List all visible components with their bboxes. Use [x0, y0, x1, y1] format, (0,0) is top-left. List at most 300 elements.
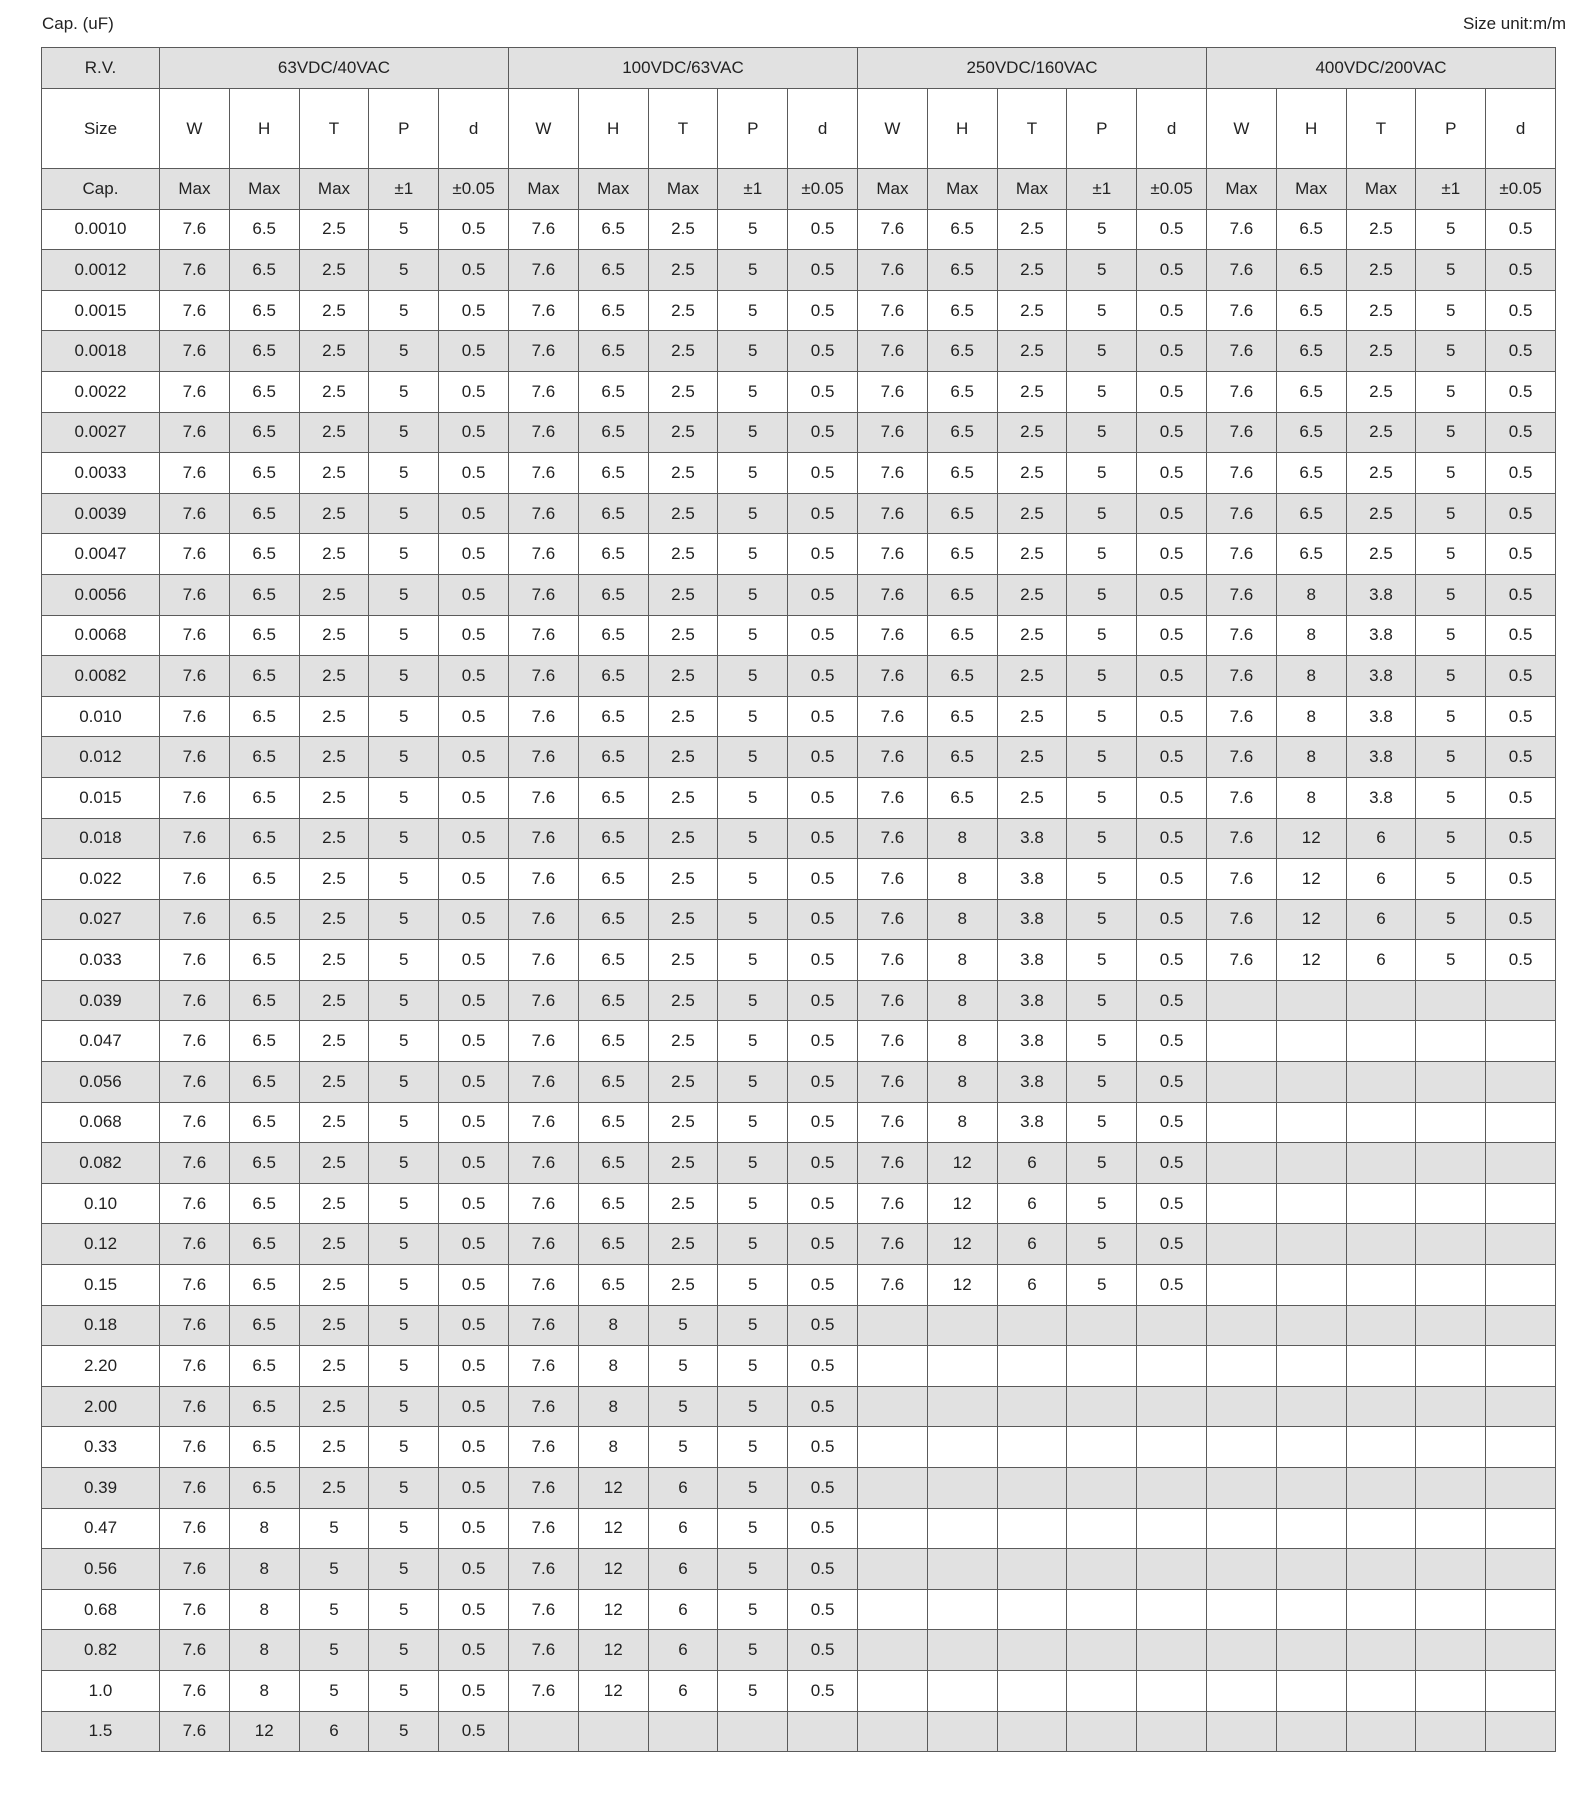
dimension-header-cell: d [439, 89, 509, 169]
table-row [42, 656, 1556, 697]
dimension-value-cell: 7.6 [509, 859, 579, 900]
dimension-value-cell: 5 [1416, 574, 1486, 615]
dimension-value-cell: 7.6 [160, 1711, 230, 1752]
dimension-value-cell [1067, 1630, 1137, 1671]
dimension-value-cell: 7.6 [858, 574, 928, 615]
dimension-value-cell: 5 [369, 209, 439, 250]
voltage-header: 400VDC/200VAC [1207, 48, 1556, 89]
dimension-value-cell: 5 [1416, 534, 1486, 575]
dimension-value-cell: 5 [718, 1508, 788, 1549]
dimension-value-cell: 12 [578, 1630, 648, 1671]
dimension-value-cell: 6.5 [229, 737, 299, 778]
tolerance-header-cell: ±1 [369, 169, 439, 210]
dimension-header-cell: d [1486, 89, 1556, 169]
dimension-value-cell [1276, 1468, 1346, 1509]
dimension-value-cell: 5 [369, 1021, 439, 1062]
capacitance-cell: 0.0015 [42, 290, 160, 331]
dimension-value-cell: 8 [229, 1670, 299, 1711]
dimension-value-cell: 5 [1067, 696, 1137, 737]
dimension-value-cell: 6 [648, 1508, 718, 1549]
dimension-value-cell: 0.5 [788, 1427, 858, 1468]
voltage-header: 63VDC/40VAC [160, 48, 509, 89]
dimension-value-cell: 5 [718, 331, 788, 372]
tolerance-header-row [42, 169, 1556, 210]
dimension-value-cell: 8 [229, 1508, 299, 1549]
dimension-header-cell: d [1137, 89, 1207, 169]
dimension-value-cell: 0.5 [1486, 453, 1556, 494]
dimension-value-cell: 7.6 [858, 1021, 928, 1062]
dimension-value-cell: 0.5 [1486, 534, 1556, 575]
dimension-value-cell [1346, 1305, 1416, 1346]
dimension-value-cell [1346, 1427, 1416, 1468]
dimension-value-cell: 2.5 [648, 940, 718, 981]
dimension-value-cell: 5 [718, 899, 788, 940]
dimension-value-cell: 7.6 [160, 859, 230, 900]
dimension-value-cell: 0.5 [788, 493, 858, 534]
dimension-value-cell [648, 1711, 718, 1752]
dimension-value-cell: 7.6 [1207, 859, 1277, 900]
dimension-value-cell [1067, 1711, 1137, 1752]
dimension-value-cell: 6.5 [927, 453, 997, 494]
dimension-value-cell: 7.6 [160, 1062, 230, 1103]
dimension-value-cell: 6.5 [229, 371, 299, 412]
dimension-value-cell: 8 [578, 1427, 648, 1468]
dimension-value-cell: 5 [369, 453, 439, 494]
dimension-value-cell [1276, 1305, 1346, 1346]
dimension-value-cell: 0.5 [439, 1305, 509, 1346]
dimension-value-cell: 5 [369, 290, 439, 331]
dimension-value-cell: 5 [718, 859, 788, 900]
dimension-value-cell: 0.5 [439, 818, 509, 859]
dimension-value-cell: 2.5 [299, 1386, 369, 1427]
dimension-value-cell: 5 [718, 574, 788, 615]
dimension-value-cell: 6.5 [1276, 290, 1346, 331]
dimension-value-cell: 7.6 [1207, 574, 1277, 615]
dimension-value-cell: 5 [369, 859, 439, 900]
tolerance-header-cell: Max [927, 169, 997, 210]
dimension-value-cell [1486, 1589, 1556, 1630]
dimension-value-cell: 5 [648, 1346, 718, 1387]
table-row [42, 453, 1556, 494]
dimension-value-cell: 0.5 [439, 615, 509, 656]
dimension-value-cell: 5 [1067, 1265, 1137, 1306]
capacitance-unit-caption: Cap. (uF) [42, 14, 114, 33]
dimension-value-cell: 5 [1416, 777, 1486, 818]
dimension-value-cell: 2.5 [299, 493, 369, 534]
dimension-value-cell: 6.5 [229, 940, 299, 981]
dimension-value-cell: 6.5 [229, 290, 299, 331]
dimension-value-cell [1346, 1183, 1416, 1224]
dimension-value-cell: 7.6 [160, 656, 230, 697]
dimension-value-cell: 7.6 [160, 1305, 230, 1346]
dimension-value-cell: 6 [648, 1589, 718, 1630]
capacitance-cell: 0.039 [42, 980, 160, 1021]
dimension-value-cell: 3.8 [997, 980, 1067, 1021]
dimension-value-cell: 6.5 [1276, 412, 1346, 453]
dimension-value-cell: 6.5 [578, 1265, 648, 1306]
dimension-value-cell: 5 [1067, 899, 1137, 940]
dimension-value-cell: 12 [578, 1508, 648, 1549]
dimension-value-cell: 5 [718, 1102, 788, 1143]
dimension-value-cell: 5 [369, 777, 439, 818]
dimension-value-cell [927, 1549, 997, 1590]
dimension-value-cell: 2.5 [1346, 534, 1416, 575]
table-row [42, 859, 1556, 900]
dimension-value-cell: 0.5 [1137, 412, 1207, 453]
dimension-value-cell: 7.6 [509, 980, 579, 1021]
dimension-value-cell: 5 [1067, 818, 1137, 859]
dimension-value-cell: 0.5 [1137, 453, 1207, 494]
dimension-value-cell: 5 [718, 290, 788, 331]
dimension-value-cell: 0.5 [439, 899, 509, 940]
dimension-value-cell: 5 [718, 1468, 788, 1509]
dimension-value-cell: 8 [229, 1589, 299, 1630]
dimension-value-cell: 6.5 [229, 656, 299, 697]
dimension-value-cell: 7.6 [160, 209, 230, 250]
dimension-value-cell: 0.5 [788, 1346, 858, 1387]
dimension-value-cell: 2.5 [648, 534, 718, 575]
dimension-value-cell: 2.5 [648, 574, 718, 615]
dimension-value-cell: 6.5 [578, 615, 648, 656]
dimension-value-cell: 6 [648, 1549, 718, 1590]
dimension-value-cell: 8 [1276, 574, 1346, 615]
dimension-value-cell: 2.5 [997, 453, 1067, 494]
dimension-value-cell: 7.6 [160, 696, 230, 737]
dimension-value-cell: 8 [927, 818, 997, 859]
dimension-value-cell: 5 [369, 1224, 439, 1265]
dimension-value-cell: 2.5 [299, 412, 369, 453]
dimension-value-cell [1486, 1670, 1556, 1711]
dimension-value-cell [1276, 1589, 1346, 1630]
dimension-value-cell: 6.5 [229, 1427, 299, 1468]
dimension-value-cell: 7.6 [858, 899, 928, 940]
dimension-value-cell: 3.8 [1346, 615, 1416, 656]
dimension-value-cell: 5 [369, 1549, 439, 1590]
dimension-value-cell [1207, 1711, 1277, 1752]
dimension-value-cell: 6.5 [927, 250, 997, 291]
dimension-value-cell: 5 [369, 615, 439, 656]
dimension-value-cell [1486, 1062, 1556, 1103]
dimension-value-cell: 6.5 [578, 777, 648, 818]
dimension-value-cell [1486, 1102, 1556, 1143]
dimension-value-cell [1276, 1102, 1346, 1143]
dimension-value-cell: 5 [1067, 859, 1137, 900]
dimension-value-cell: 2.5 [648, 290, 718, 331]
dimension-value-cell: 6.5 [578, 1062, 648, 1103]
dimension-header-cell: W [509, 89, 579, 169]
dimension-value-cell: 2.5 [299, 534, 369, 575]
dimension-value-cell: 2.5 [1346, 331, 1416, 372]
dimension-value-cell [997, 1427, 1067, 1468]
dimension-value-cell: 0.5 [788, 209, 858, 250]
dimension-value-cell: 5 [369, 1305, 439, 1346]
dimension-value-cell [1276, 1265, 1346, 1306]
dimension-value-cell: 2.5 [299, 250, 369, 291]
dimension-value-cell: 5 [1416, 331, 1486, 372]
dimension-value-cell [1276, 1062, 1346, 1103]
dimension-value-cell [1276, 1143, 1346, 1184]
dimension-value-cell: 2.5 [299, 940, 369, 981]
dimension-value-cell: 7.6 [160, 1021, 230, 1062]
dimension-value-cell: 0.5 [439, 331, 509, 372]
dimension-value-cell [997, 1670, 1067, 1711]
dimension-value-cell [1137, 1589, 1207, 1630]
dimension-value-cell [1067, 1427, 1137, 1468]
dimension-value-cell: 8 [578, 1305, 648, 1346]
dimension-value-cell: 6.5 [578, 534, 648, 575]
dimension-value-cell: 0.5 [1137, 534, 1207, 575]
dimension-value-cell: 0.5 [1486, 290, 1556, 331]
dimension-value-cell [1067, 1305, 1137, 1346]
dimension-value-cell: 5 [1067, 777, 1137, 818]
dimension-value-cell: 6.5 [927, 777, 997, 818]
dimension-value-cell: 6.5 [229, 1305, 299, 1346]
dimension-value-cell: 6.5 [229, 899, 299, 940]
dimension-value-cell [1067, 1508, 1137, 1549]
dimension-value-cell [1137, 1508, 1207, 1549]
dimension-value-cell: 7.6 [509, 1386, 579, 1427]
dimension-value-cell: 5 [369, 1346, 439, 1387]
dimension-value-cell [1416, 1589, 1486, 1630]
dimension-value-cell: 2.5 [997, 737, 1067, 778]
dimension-value-cell: 7.6 [509, 615, 579, 656]
dimension-value-cell: 5 [718, 1265, 788, 1306]
table-row [42, 1386, 1556, 1427]
dimension-value-cell [1486, 1021, 1556, 1062]
dimension-value-cell: 6 [997, 1224, 1067, 1265]
cap-label: Cap. [42, 169, 160, 210]
dimension-value-cell: 5 [369, 1589, 439, 1630]
dimension-value-cell: 2.5 [299, 737, 369, 778]
dimension-value-cell [718, 1711, 788, 1752]
dimension-value-cell: 0.5 [1137, 696, 1207, 737]
dimension-value-cell: 6.5 [1276, 209, 1346, 250]
dimension-value-cell: 7.6 [858, 534, 928, 575]
dimension-value-cell: 12 [1276, 859, 1346, 900]
dimension-value-cell: 6.5 [578, 1143, 648, 1184]
dimension-value-cell: 6.5 [578, 818, 648, 859]
dimension-value-cell: 0.5 [788, 696, 858, 737]
dimension-value-cell: 5 [369, 899, 439, 940]
dimension-value-cell [1207, 980, 1277, 1021]
dimension-header-cell: T [997, 89, 1067, 169]
capacitance-cell: 0.0082 [42, 656, 160, 697]
dimension-value-cell: 0.5 [788, 1630, 858, 1671]
dimension-value-cell: 2.5 [648, 656, 718, 697]
dimension-value-cell: 2.5 [299, 1468, 369, 1509]
dimension-value-cell: 7.6 [858, 940, 928, 981]
dimension-value-cell: 7.6 [509, 696, 579, 737]
dimension-value-cell: 6 [1346, 899, 1416, 940]
dimension-value-cell [1486, 980, 1556, 1021]
capacitance-cell: 0.47 [42, 1508, 160, 1549]
dimension-value-cell: 8 [578, 1386, 648, 1427]
dimension-value-cell: 0.5 [439, 453, 509, 494]
dimension-value-cell [927, 1468, 997, 1509]
dimension-value-cell: 0.5 [439, 656, 509, 697]
dimension-value-cell: 5 [1067, 1102, 1137, 1143]
dimension-value-cell: 5 [369, 1630, 439, 1671]
dimension-value-cell [927, 1589, 997, 1630]
dimension-value-cell: 0.5 [439, 1468, 509, 1509]
dimension-value-cell: 6.5 [229, 1224, 299, 1265]
dimension-value-cell: 0.5 [1486, 656, 1556, 697]
capacitance-cell: 0.033 [42, 940, 160, 981]
dimension-value-cell: 0.5 [1486, 696, 1556, 737]
dimension-value-cell [858, 1346, 928, 1387]
dimension-value-cell: 0.5 [439, 1630, 509, 1671]
dimension-value-cell: 5 [718, 1670, 788, 1711]
dimension-value-cell: 0.5 [1486, 250, 1556, 291]
dimension-value-cell: 0.5 [788, 940, 858, 981]
dimension-value-cell: 5 [299, 1508, 369, 1549]
dimension-value-cell: 7.6 [858, 331, 928, 372]
dimension-value-cell [1416, 1508, 1486, 1549]
dimension-value-cell: 6.5 [927, 534, 997, 575]
dimension-value-cell [1346, 1386, 1416, 1427]
dimension-value-cell: 12 [927, 1143, 997, 1184]
dimension-value-cell: 0.5 [1137, 859, 1207, 900]
dimension-value-cell: 7.6 [509, 250, 579, 291]
table-row [42, 980, 1556, 1021]
dimension-value-cell: 2.5 [1346, 250, 1416, 291]
dimension-value-cell: 7.6 [160, 371, 230, 412]
dimension-value-cell: 7.6 [509, 493, 579, 534]
capacitance-cell: 0.0056 [42, 574, 160, 615]
dimension-value-cell: 7.6 [509, 1589, 579, 1630]
dimension-value-cell: 3.8 [1346, 777, 1416, 818]
dimension-value-cell: 2.5 [997, 777, 1067, 818]
dimension-value-cell: 0.5 [439, 696, 509, 737]
capacitance-cell: 0.0027 [42, 412, 160, 453]
dimension-value-cell: 6.5 [1276, 250, 1346, 291]
dimension-value-cell: 5 [1067, 737, 1137, 778]
dimension-value-cell: 5 [648, 1427, 718, 1468]
dimension-value-cell: 6.5 [1276, 453, 1346, 494]
dimension-value-cell: 8 [927, 980, 997, 1021]
dimension-value-cell: 6.5 [927, 371, 997, 412]
dimension-value-cell: 7.6 [509, 412, 579, 453]
dimension-value-cell [1416, 1630, 1486, 1671]
capacitance-cell: 0.0039 [42, 493, 160, 534]
dimension-value-cell: 6.5 [229, 1183, 299, 1224]
dimension-value-cell [1276, 1021, 1346, 1062]
table-row [42, 1549, 1556, 1590]
dimension-value-cell: 6.5 [229, 493, 299, 534]
dimension-value-cell: 2.5 [299, 290, 369, 331]
dimension-value-cell: 6.5 [578, 250, 648, 291]
dimension-value-cell: 6.5 [578, 574, 648, 615]
dimension-value-cell: 5 [1067, 493, 1137, 534]
tolerance-header-cell: ±1 [718, 169, 788, 210]
dimension-value-cell: 7.6 [160, 777, 230, 818]
dimension-value-cell: 7.6 [509, 1021, 579, 1062]
dimension-value-cell: 5 [299, 1670, 369, 1711]
dimension-value-cell: 7.6 [1207, 940, 1277, 981]
dimension-header-cell: W [858, 89, 928, 169]
dimension-header-cell: H [578, 89, 648, 169]
dimension-header-cell: P [1067, 89, 1137, 169]
tolerance-header-cell: Max [997, 169, 1067, 210]
dimension-value-cell: 7.6 [858, 371, 928, 412]
dimension-value-cell: 12 [578, 1589, 648, 1630]
dimension-value-cell: 0.5 [439, 493, 509, 534]
capacitance-cell: 0.015 [42, 777, 160, 818]
dimension-value-cell [1207, 1265, 1277, 1306]
dimension-value-cell: 6.5 [1276, 493, 1346, 534]
dimension-value-cell: 5 [369, 412, 439, 453]
dimension-value-cell: 7.6 [1207, 818, 1277, 859]
dimension-value-cell [1276, 1427, 1346, 1468]
dimension-value-cell: 5 [369, 940, 439, 981]
dimension-value-cell: 12 [578, 1468, 648, 1509]
dimension-value-cell: 0.5 [1486, 940, 1556, 981]
dimension-value-cell: 0.5 [1137, 737, 1207, 778]
dimension-value-cell: 2.5 [299, 371, 369, 412]
dimension-value-cell: 2.5 [997, 534, 1067, 575]
dimension-value-cell: 7.6 [160, 1386, 230, 1427]
dimension-value-cell [858, 1305, 928, 1346]
dimension-value-cell: 7.6 [160, 290, 230, 331]
table-row [42, 290, 1556, 331]
dimension-value-cell: 6.5 [578, 453, 648, 494]
dimension-header-cell: H [927, 89, 997, 169]
dimension-value-cell: 3.8 [1346, 574, 1416, 615]
dimension-value-cell [1137, 1427, 1207, 1468]
dimension-value-cell: 2.5 [997, 574, 1067, 615]
dimension-value-cell: 2.5 [648, 1265, 718, 1306]
dimension-value-cell: 5 [369, 1062, 439, 1103]
dimension-value-cell: 5 [369, 1183, 439, 1224]
dimension-value-cell: 0.5 [1486, 899, 1556, 940]
dimension-value-cell: 2.5 [648, 1021, 718, 1062]
dimension-value-cell [858, 1427, 928, 1468]
dimension-value-cell: 2.5 [1346, 493, 1416, 534]
dimension-value-cell: 5 [1067, 574, 1137, 615]
capacitance-cell: 0.047 [42, 1021, 160, 1062]
dimension-value-cell: 5 [369, 1427, 439, 1468]
dimension-value-cell: 6 [1346, 859, 1416, 900]
dimension-value-cell [1416, 1468, 1486, 1509]
dimension-value-cell: 8 [927, 859, 997, 900]
dimension-value-cell: 0.5 [788, 1386, 858, 1427]
dimension-value-cell: 0.5 [788, 1549, 858, 1590]
dimension-value-cell: 7.6 [1207, 371, 1277, 412]
dimension-value-cell [1067, 1589, 1137, 1630]
dimension-value-cell: 7.6 [160, 1630, 230, 1671]
dimension-value-cell [1416, 1021, 1486, 1062]
dimension-value-cell: 2.5 [299, 696, 369, 737]
dimension-value-cell: 7.6 [858, 615, 928, 656]
dimension-header-row [42, 89, 1556, 169]
table-row [42, 615, 1556, 656]
dimension-value-cell: 0.5 [788, 737, 858, 778]
dimension-value-cell [1346, 1346, 1416, 1387]
dimension-value-cell: 2.5 [648, 980, 718, 1021]
dimension-value-cell: 0.5 [439, 371, 509, 412]
dimension-value-cell: 2.5 [299, 331, 369, 372]
dimension-value-cell: 7.6 [160, 980, 230, 1021]
dimension-value-cell: 5 [1067, 331, 1137, 372]
dimension-value-cell: 6.5 [578, 1183, 648, 1224]
dimension-header-cell: W [160, 89, 230, 169]
dimension-value-cell: 2.5 [299, 1102, 369, 1143]
dimension-value-cell: 2.5 [997, 656, 1067, 697]
table-row [42, 534, 1556, 575]
table-row [42, 1508, 1556, 1549]
dimension-value-cell: 7.6 [160, 1143, 230, 1184]
dimension-value-cell: 7.6 [160, 940, 230, 981]
